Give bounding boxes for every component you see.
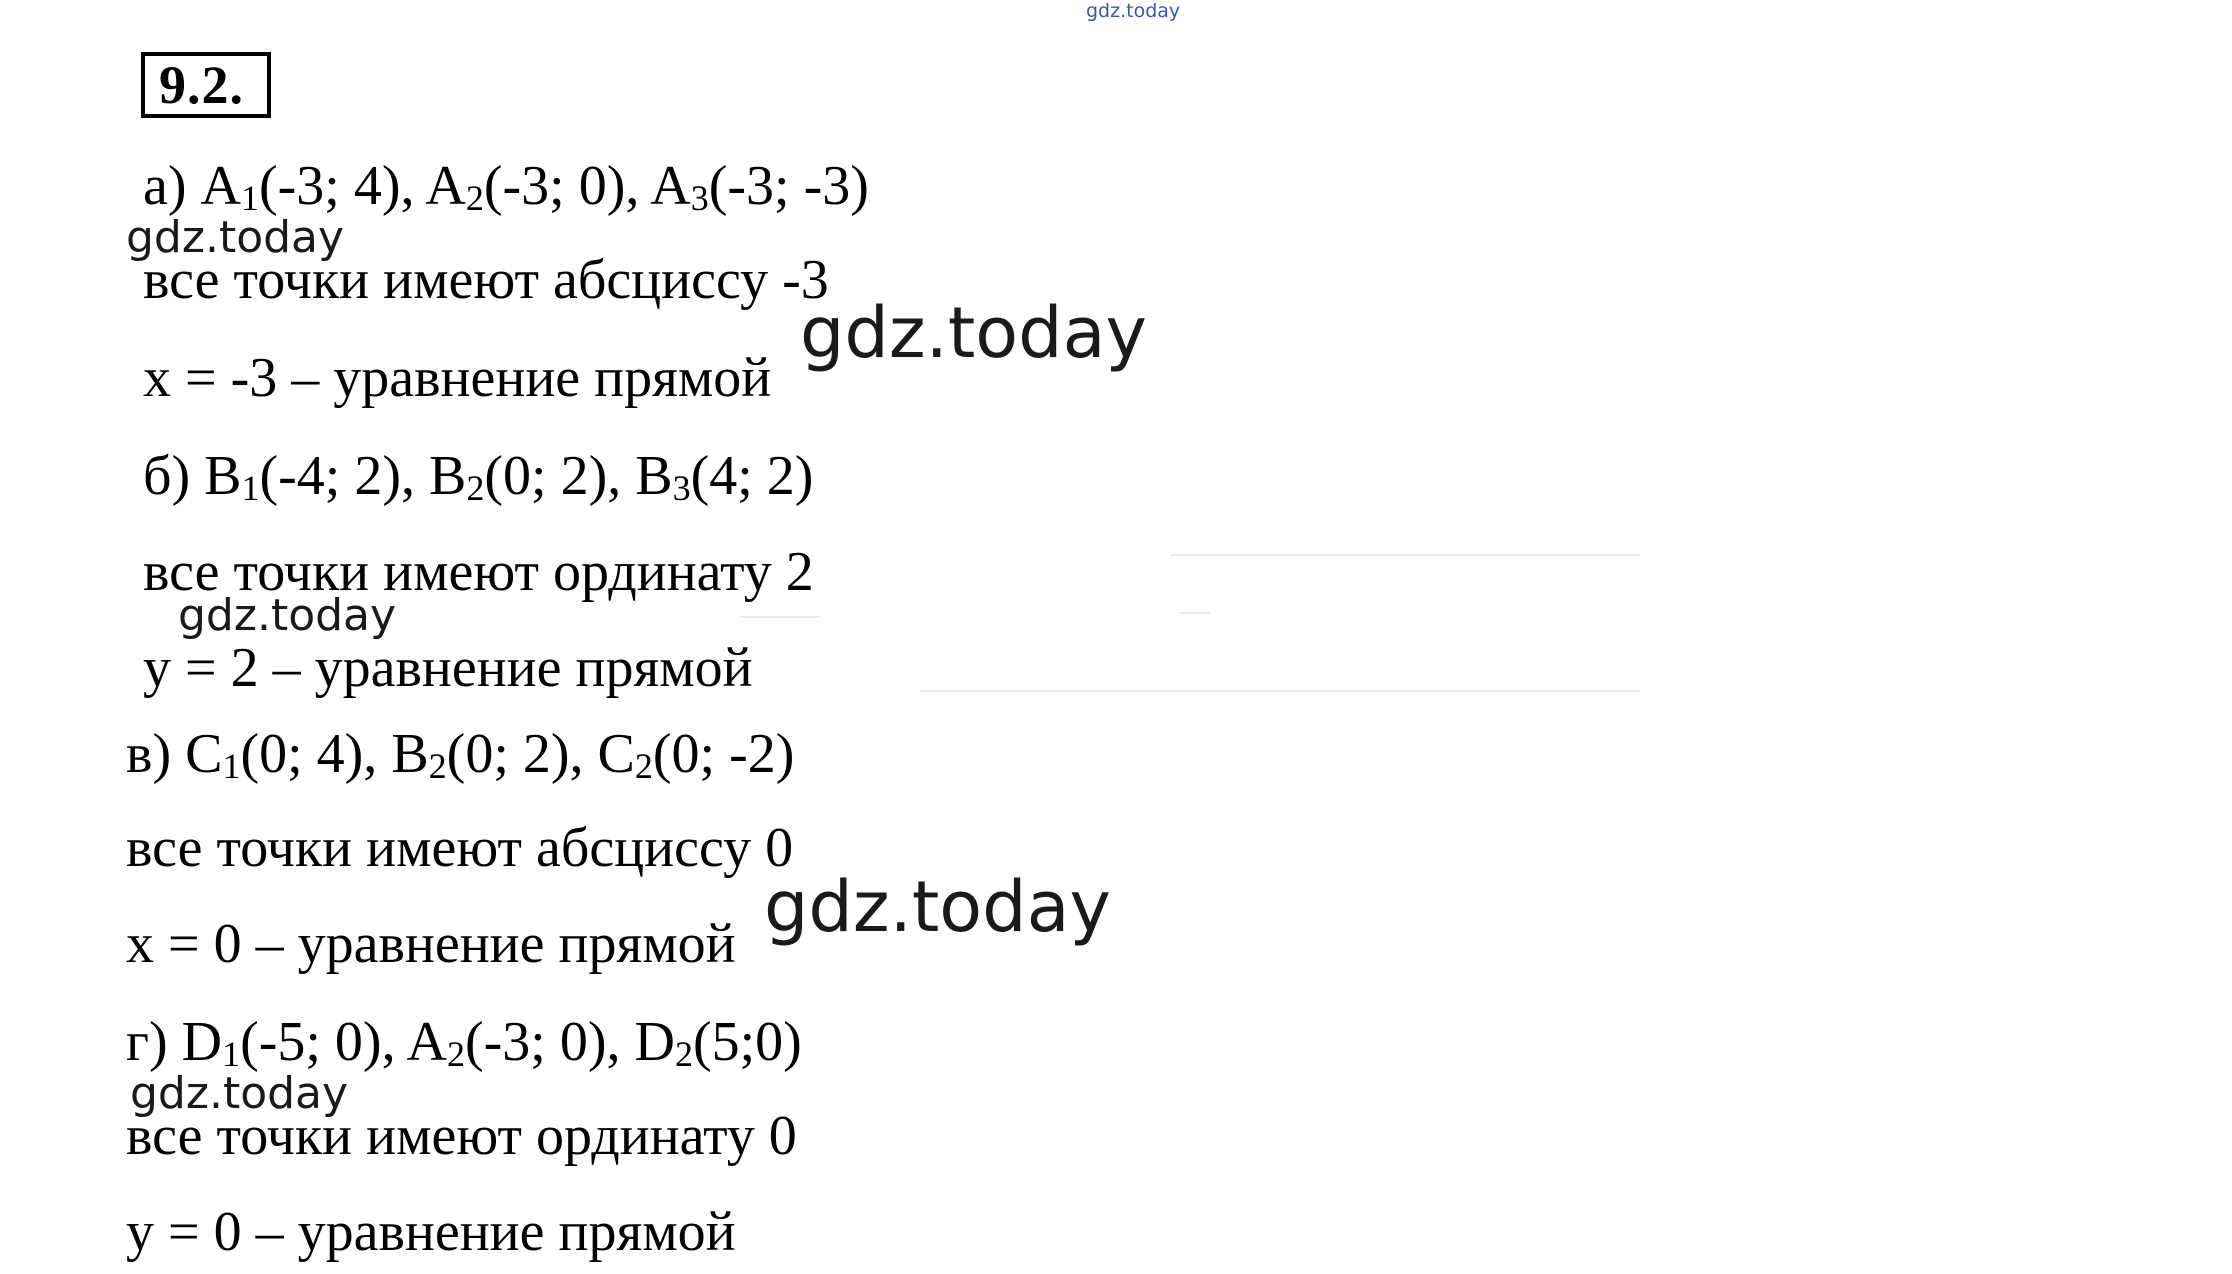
part-c-statement: все точки имеют абсциссу 0 bbox=[126, 817, 794, 879]
part-a-points bbox=[143, 156, 869, 216]
point-c3: $C_2(0$; -2) bbox=[597, 723, 795, 786]
part-d-label: г) bbox=[126, 1011, 168, 1073]
part-d-statement: все точки имеют ординату 0 bbox=[126, 1105, 797, 1167]
part-a-label: а) bbox=[143, 155, 187, 217]
part-c-label: в) bbox=[126, 723, 172, 785]
scan-artifact bbox=[1180, 612, 1210, 614]
scan-artifact bbox=[920, 690, 1640, 692]
watermark-5: gdz.today bbox=[130, 1068, 349, 1119]
point-d1: $D_1(-5$; 0), bbox=[181, 1011, 396, 1074]
watermark-2: gdz.today bbox=[800, 292, 1147, 374]
watermark-1: gdz.today bbox=[126, 212, 345, 263]
part-b-statement: все точки имеют ординату 2 bbox=[143, 541, 814, 603]
part-a-statement: все точки имеют абсциссу -3 bbox=[143, 249, 829, 311]
point-d2: $A_2(-3$; 0), bbox=[406, 1011, 621, 1074]
watermark-3: gdz.today bbox=[178, 590, 397, 641]
point-a3: $A_3(-3$; -3) bbox=[650, 155, 869, 218]
scan-artifact bbox=[740, 616, 820, 618]
part-c-points bbox=[126, 724, 794, 784]
scan-artifact bbox=[1170, 554, 1640, 556]
point-d3: $D_2(5;0)$ bbox=[634, 1011, 802, 1074]
point-b2: $B_2(0$; 2), bbox=[429, 445, 622, 508]
problem-number: 9.2. bbox=[141, 52, 271, 118]
part-d-points bbox=[126, 1012, 802, 1072]
point-a1: $A_1(-3$; 4), bbox=[200, 155, 415, 218]
part-c-equation: x = 0 – уравнение прямой bbox=[126, 913, 736, 975]
watermark-4: gdz.today bbox=[764, 866, 1111, 948]
watermark-top: gdz.today bbox=[1086, 0, 1181, 22]
point-b1: $B_1(-4$; 2), bbox=[204, 445, 416, 508]
point-b3: $B_3(4$; 2) bbox=[635, 445, 814, 508]
part-a-equation: x = -3 – уравнение прямой bbox=[143, 347, 772, 409]
point-c1: $C_1(0$; 4), bbox=[185, 723, 378, 786]
part-d-equation: y = 0 – уравнение прямой bbox=[126, 1201, 736, 1263]
part-b-equation: y = 2 – уравнение прямой bbox=[143, 637, 753, 699]
part-b-label: б) bbox=[143, 445, 191, 507]
part-b-points bbox=[143, 446, 813, 506]
point-c2: $B_2(0$; 2), bbox=[391, 723, 584, 786]
point-a2: $A_2(-3$; 0), bbox=[425, 155, 640, 218]
